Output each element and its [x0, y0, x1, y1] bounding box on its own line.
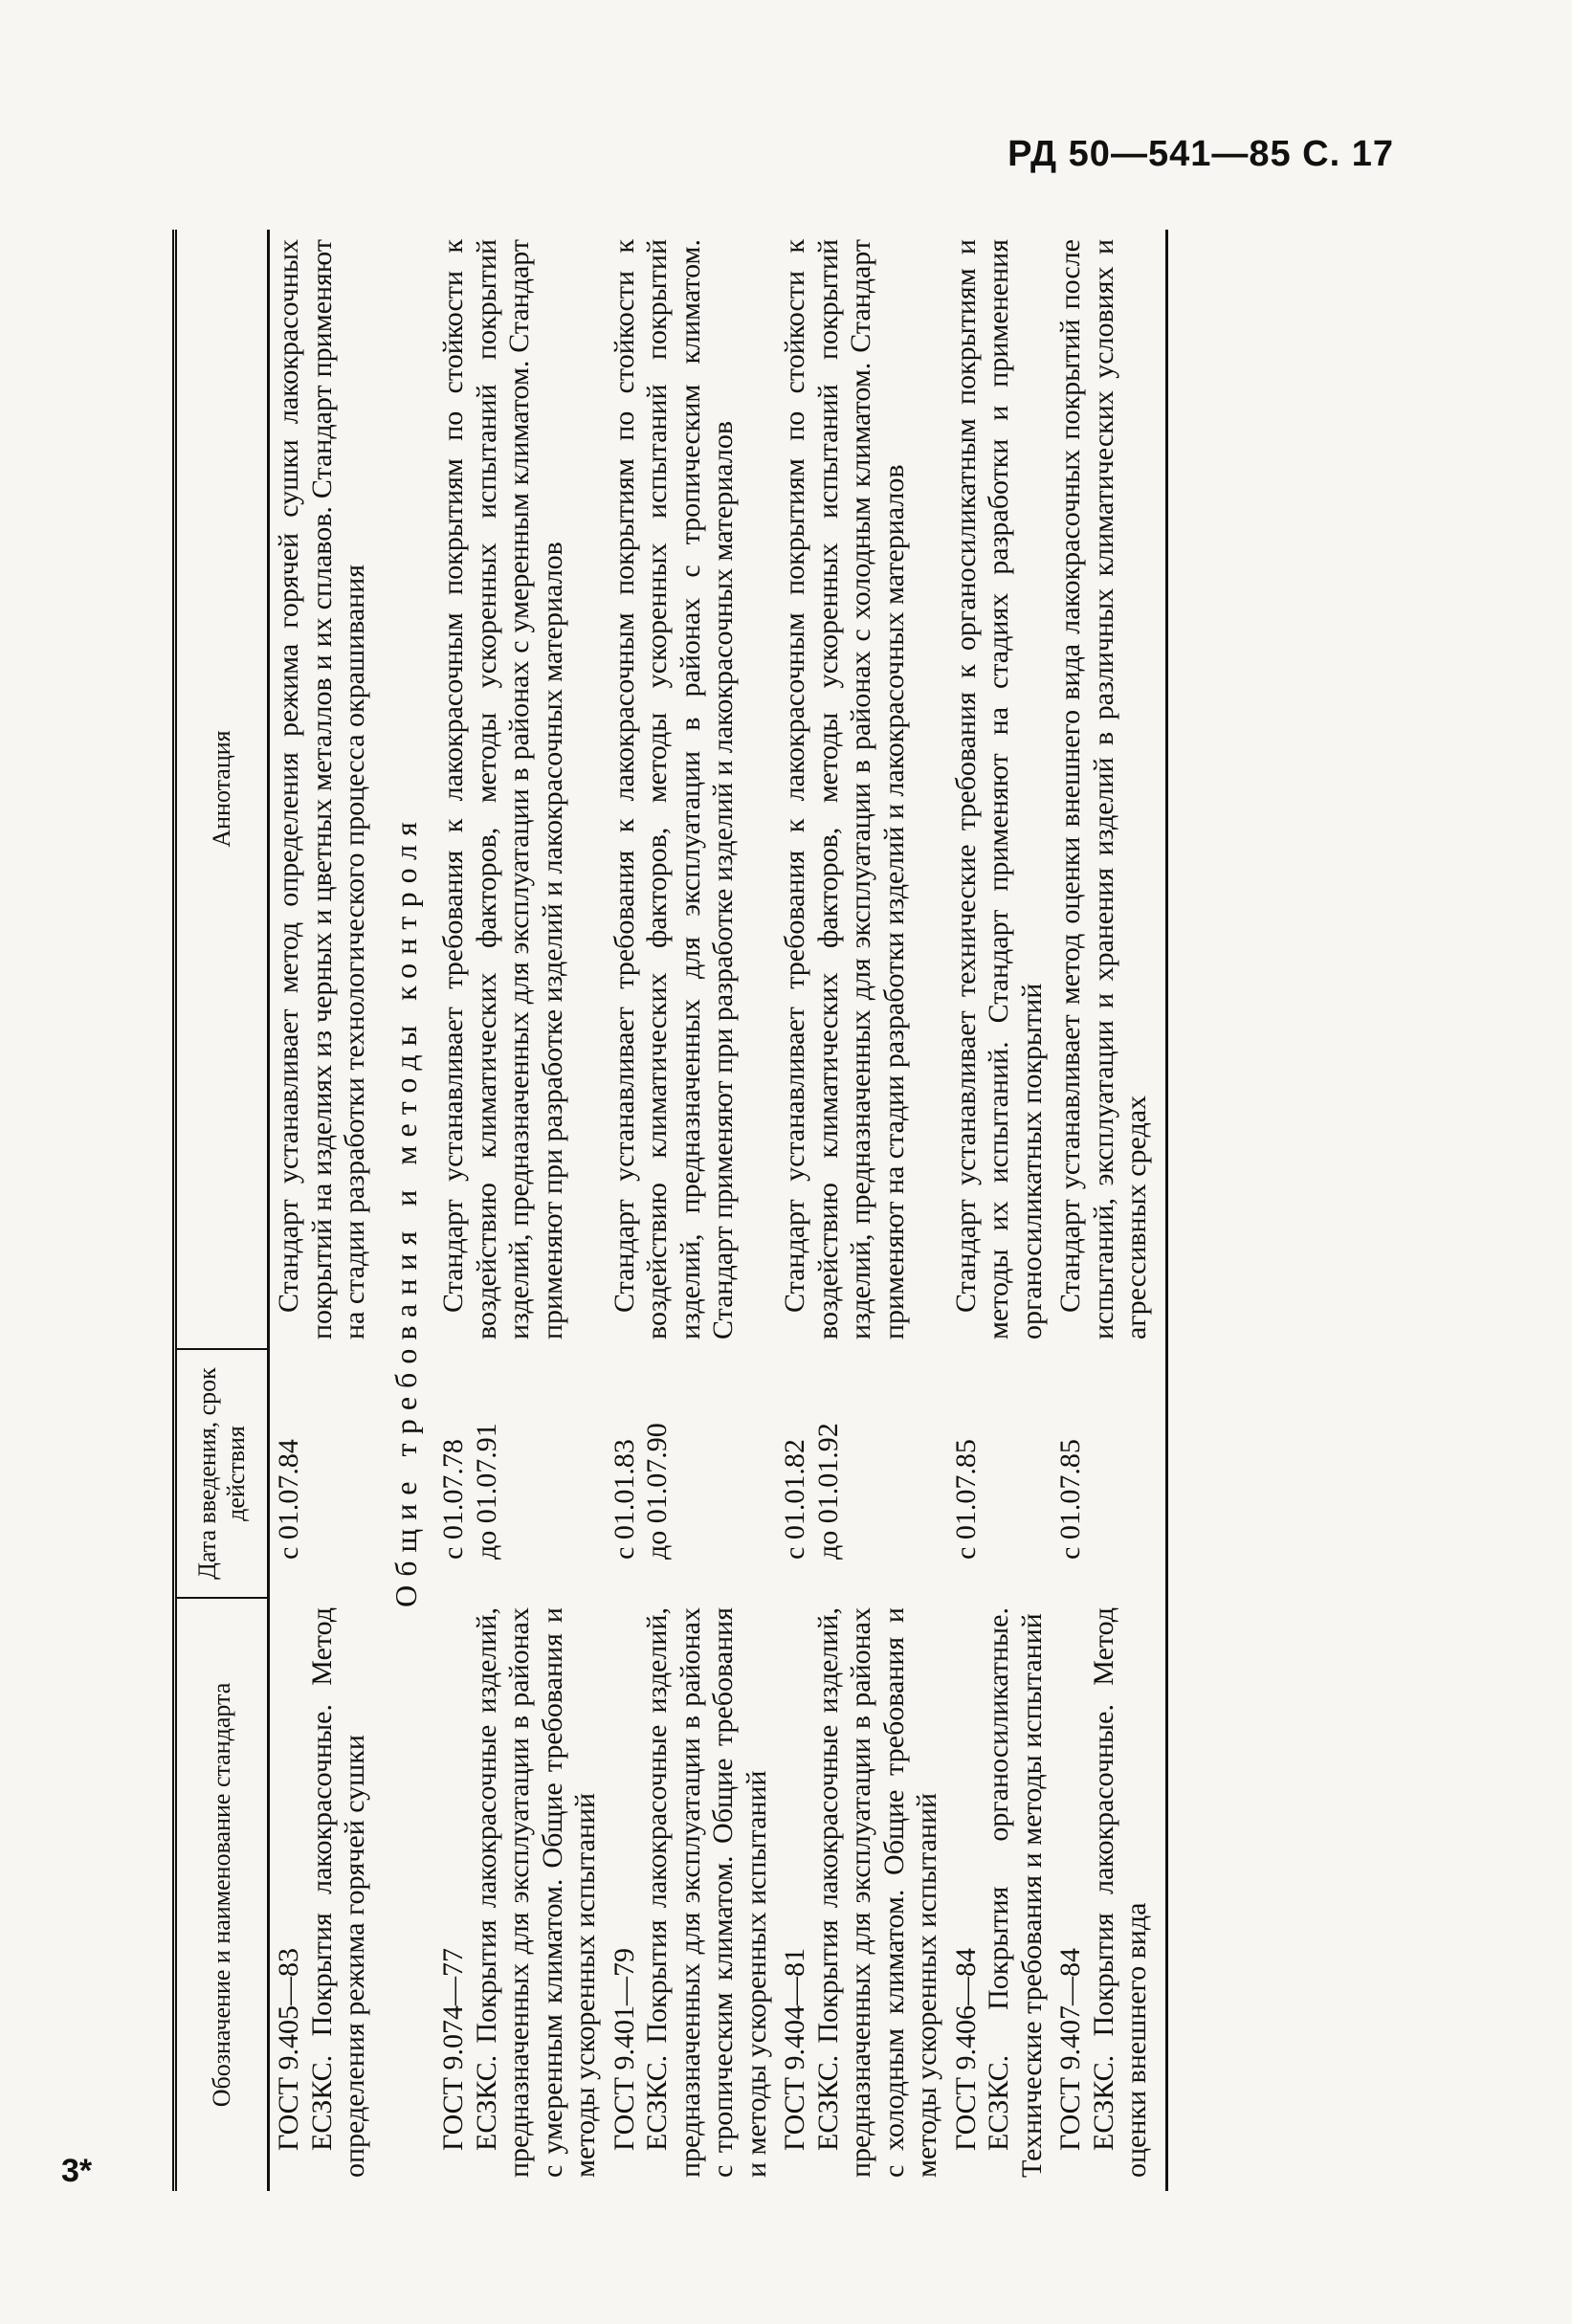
designation-cell: [947, 1598, 1052, 2191]
standard-title: ЕСЗКС. Покрытия лакокрасочные изделий, предназначенных для эксплуатации в районах с умеренным климатом. Общие требования и методы ускоренных испытаний: [470, 1607, 602, 2178]
designation-cell: [269, 1598, 375, 2191]
date-from: с 01.07.85: [949, 1439, 982, 1560]
date-from: с 01.07.84: [273, 1439, 304, 1560]
date-from: с 01.07.78: [437, 1439, 470, 1560]
annotation-cell: [1052, 230, 1166, 1349]
standard-title: ЕСЗКС. Покрытия лакокрасочные. Метод оценки внешнего вида: [1087, 1607, 1153, 2178]
column-header-annotation: Аннотация: [175, 230, 269, 1349]
annotation-text: Стандарт устанавливает технические требования к органосиликатным покрытиям и методы их испытаний. Стандарт применяют на стадиях разработки и применения органосиликатных покрытий: [949, 239, 1048, 1339]
date-cell: [269, 1349, 375, 1598]
date-cell: [776, 1349, 947, 1598]
designation-cell: [434, 1598, 606, 2191]
standard-code: ГОСТ 9.404—81: [779, 1948, 811, 2151]
date-to: до 01.07.90: [641, 1423, 674, 1560]
table-row: [606, 230, 777, 2191]
section-title: Общие требования и методы контроля: [387, 813, 423, 1607]
standard-code: ГОСТ 9.406—84: [949, 1948, 982, 2151]
table-header-row: [175, 230, 269, 2191]
standard-title: ЕСЗКС. Покрытия лакокрасочные изделий, предназначенных для эксплуатации в районах с тропическим климатом. Общие требования и методы ускоренных испытаний: [641, 1607, 772, 2178]
date-cell: [1052, 1349, 1166, 1598]
section-title-row: [375, 230, 435, 2191]
table-row: [947, 230, 1052, 2191]
standard-code: ГОСТ 9.401—79: [608, 1948, 640, 2151]
annotation-cell: [776, 230, 947, 1349]
designation-cell: [776, 1598, 947, 2191]
annotation-cell: [606, 230, 777, 1349]
date-cell: [947, 1349, 1052, 1598]
annotation-text: Стандарт устанавливает требования к лакокрасочным покрытиям по стойкости к воздействию климатических факторов, методы ускоренных испытаний покрытий изделий, предназначенных для эксплуатации в районах с тропическим климатом. Стандарт применяют при разработке изделий и лакокрасочных материалов: [608, 239, 740, 1339]
date-cell: [606, 1349, 777, 1598]
table-row: [269, 230, 375, 2191]
date-from: с 01.01.82: [779, 1439, 811, 1560]
date-cell: [434, 1349, 606, 1598]
standards-table: [172, 230, 1168, 2191]
column-header-date: Дата введения, срок действия: [175, 1349, 269, 1598]
annotation-cell: [269, 230, 375, 1349]
table-row: [776, 230, 947, 2191]
date-from: с 01.01.83: [608, 1439, 640, 1560]
annotation-text: Стандарт устанавливает метод оценки внешнего вида лакокрасочных покрытий после испытаний, эксплуатации и хранения изделий в различных климатических условиях и агрессивных средах: [1054, 239, 1153, 1339]
sheet-mark: 3*: [61, 2153, 93, 2189]
annotation-text: Стандарт устанавливает требования к лакокрасочным покрытиям по стойкости к воздействию климатических факторов, методы ускоренных испытаний покрытий изделий, предназначенных для эксплуатации в районах с умеренным климатом. Стандарт применяют при разработке изделий и лакокрасочных материалов: [437, 239, 568, 1339]
designation-cell: [606, 1598, 777, 2191]
table-row: [434, 230, 606, 2191]
page-header: РД 50—541—85 С. 17: [1007, 134, 1394, 174]
standard-title: ЕСЗКС. Покрытия органосиликатные. Технические требования и методы испытаний: [983, 1607, 1048, 2178]
standard-code: ГОСТ 9.074—77: [437, 1948, 470, 2151]
date-to: до 01.07.91: [470, 1423, 502, 1560]
column-header-designation: Обозначение и наименование стандарта: [175, 1598, 269, 2191]
annotation-text: Стандарт устанавливает метод определения режима горячей сушки лакокрасочных покрытий на изделиях из черных и цветных металлов и их сплавов. Стандарт применяют на стадии разработки технологического процесса окрашивания: [273, 239, 370, 1339]
standard-title: ЕСЗКС. Покрытия лакокрасочные. Метод определения режима горячей сушки: [305, 1607, 370, 2178]
annotation-text: Стандарт устанавливает требования к лакокрасочным покрытиям по стойкости к воздействию климатических факторов, методы ускоренных испытаний покрытий изделий, предназначенных для эксплуатации в районах с холодным климатом. Стандарт применяют на стадии разработки изделий и лакокрасочных материалов: [779, 239, 910, 1339]
annotation-cell: [947, 230, 1052, 1349]
table-row: [1052, 230, 1166, 2191]
standard-title: ЕСЗКС. Покрытия лакокрасочные изделий, предназначенных для эксплуатации в районах с холодным климатом. Общие требования и методы ускоренных испытаний: [811, 1607, 943, 2178]
standard-code: ГОСТ 9.405—83: [273, 1948, 304, 2151]
date-from: с 01.07.85: [1054, 1439, 1087, 1560]
date-to: до 01.01.92: [811, 1423, 844, 1560]
standard-code: ГОСТ 9.407—84: [1054, 1948, 1087, 2151]
annotation-cell: [434, 230, 606, 1349]
designation-cell: [1052, 1598, 1166, 2191]
rotated-table-block: [172, 230, 1406, 2191]
